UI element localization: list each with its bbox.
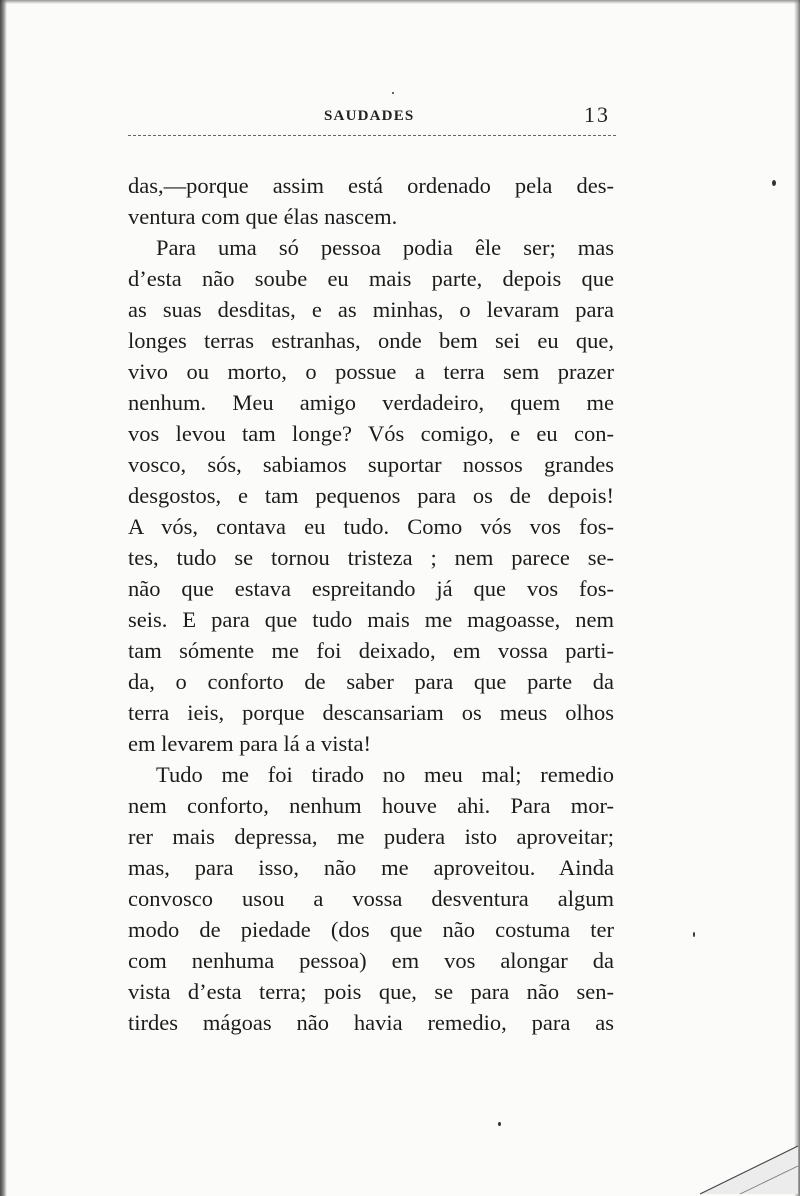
text-line: em levarem para lá a vista! [128,731,371,756]
text-line: terra ieis, porque descansariam os meus olhos [128,700,614,725]
page-number: 13 [584,102,610,127]
text-line: longes terras estranhas, onde bem sei eu que, [128,328,614,353]
text-line: nenhum. Meu amigo verdadeiro, quem me [128,390,614,415]
scan-edge-left [0,0,7,1196]
text-line: vivo ou morto, o possue a terra sem prazer [128,359,614,384]
text-line: das,—porque assim está ordenado pela des- [128,173,614,198]
text-line: vista d’esta terra; pois que, se para não sen- [128,979,614,1004]
text-line: nem conforto, nenhum houve ahi. Para mor- [128,793,614,818]
text-line: tam sómente me foi deixado, em vossa parti- [128,638,614,663]
text-line: vosco, sós, sabiamos suportar nossos grandes [128,452,614,477]
text-line: desgostos, e tam pequenos para os de depois! [128,483,614,508]
text-line: tirdes mágoas não havia remedio, para as [128,1010,614,1035]
text-line: convosco usou a vossa desventura algum [128,886,614,911]
text-line: vos levou tam longe? Vós comigo, e eu con- [128,421,614,446]
scan-edge-top [0,0,800,4]
text-line: as suas desditas, e as minhas, o levaram para [128,297,614,322]
body-text [128,170,614,1038]
text-line: com nenhuma pessoa) em vos alongar da [128,948,614,973]
text-line: tes, tudo se tornou tristeza ; nem parece se- [128,545,614,570]
text-line: A vós, contava eu tudo. Como vós vos fos- [128,514,614,539]
text-line: Para uma só pessoa podia êle ser; mas [156,235,614,260]
text-line: d’esta não soube eu mais parte, depois que [128,266,614,291]
text-line: Tudo me foi tirado no meu mal; remedio [156,762,614,787]
running-title: SAUDADES [324,108,415,124]
text-line: seis. E para que tudo mais me magoasse, nem [128,607,614,632]
text-line: da, o conforto de saber para que parte da [128,669,614,694]
text-line: modo de piedade (dos que não costuma ter [128,917,614,942]
page-header [128,98,618,134]
text-line: ventura com que élas nascem. [128,204,398,229]
text-line: rer mais depressa, me pudera isto aproveitar; [128,824,614,849]
scan-edge-right [794,0,800,1196]
text-line: não que estava espreitando já que vos fos- [128,576,614,601]
text-line: mas, para isso, não me aproveitou. Ainda [128,855,614,880]
header-rule [128,135,616,136]
page-corner-curl [680,1136,800,1196]
